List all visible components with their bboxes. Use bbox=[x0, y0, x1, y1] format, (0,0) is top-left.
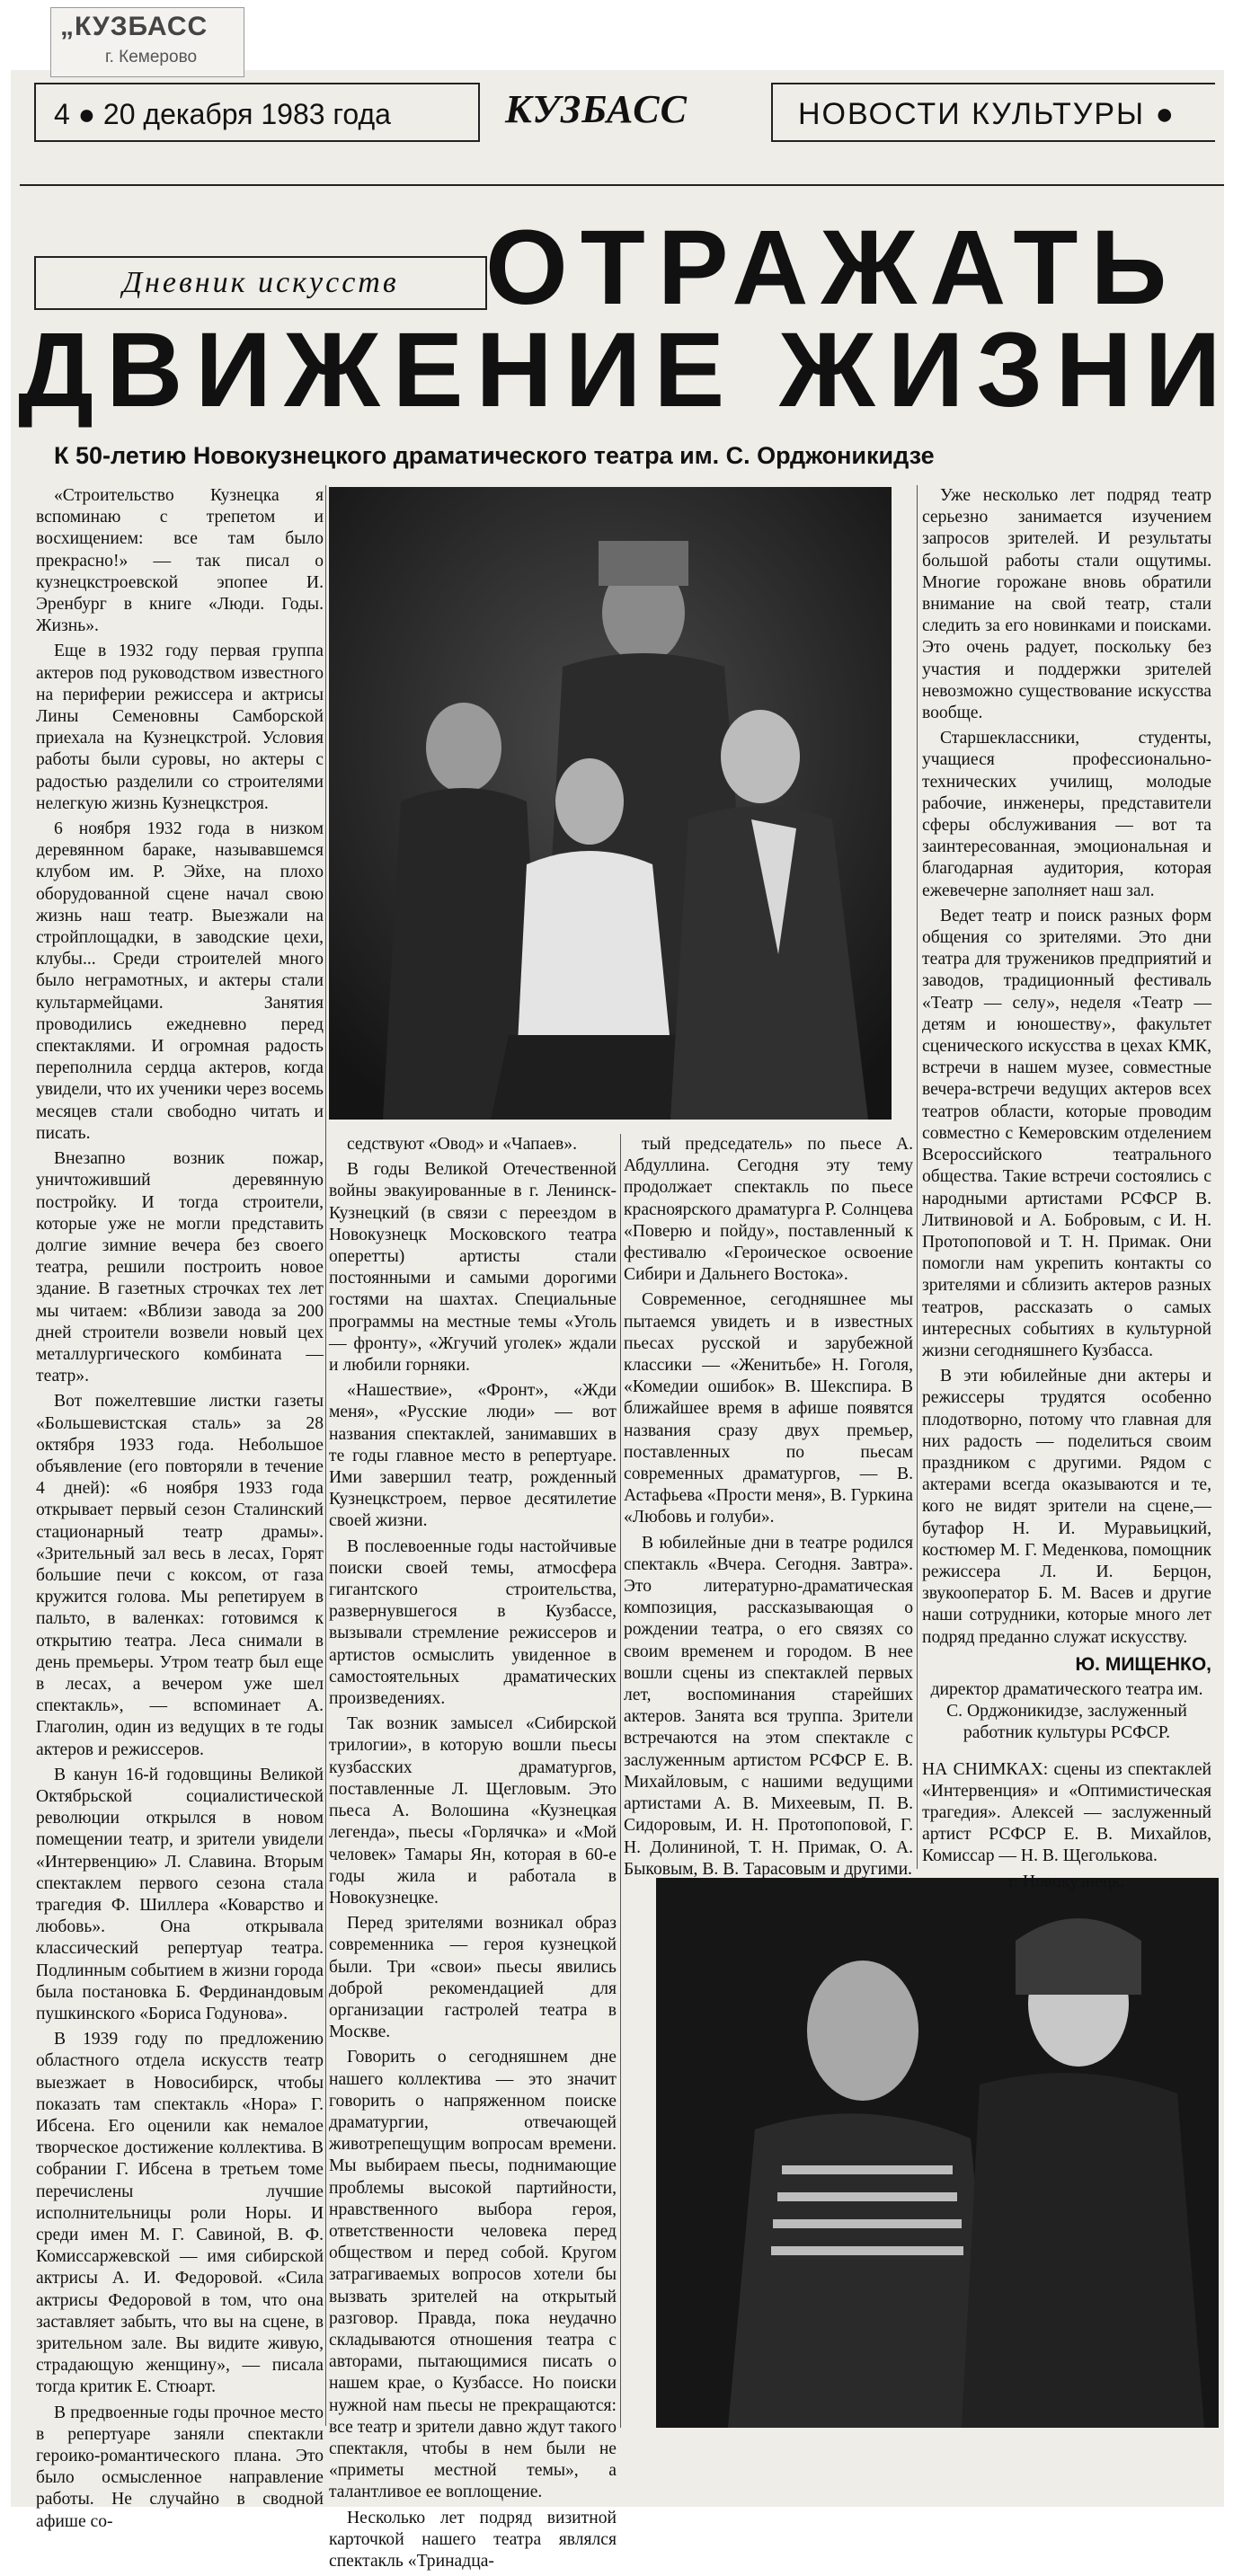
stage-photo-1-image bbox=[329, 487, 892, 1120]
paragraph: Старшеклассники, студенты, учащиеся профессионально-технических училищ, молодые рабочие, инженеры, представители сферы обслуживания — вот та заинтересованная, эмоциональная и благодарная аудитория, которая ежевечерне заполняет наш зал. bbox=[922, 729, 1211, 900]
paragraph: Перед зрителями возникал образ современника — героя кузнецкой были. Три «свои» пьесы явились доброй рекомендацией для организации гастролей театра в Москве. bbox=[329, 1914, 617, 2042]
stamp-title: „КУЗБАСС bbox=[60, 12, 209, 41]
paragraph: седствуют «Овод» и «Чапаев». bbox=[347, 1135, 577, 1154]
paragraph: Вот пожелтевшие листки газеты «Большевистская сталь» за 28 октября 1933 года. Небольшое объявление (его повторяли в течение 4 дней): «6 ноября 1933 года открывает первый сезон Сталинский стационарный театр драмы». «Зрительный зал весь в лесах, Горят большие печи с коксом, от газа кружится голова. Мы репетируем в пальто, в валенках: готовимся к открытию театра. Леса снимали в день премьеры. Утром театр был еще в лесах, а вечером уже шел спектакль», — вспоминает А. Глаголин, один из ведущих в те годы актеров и режиссеров. bbox=[36, 1392, 324, 1759]
paragraph: В юбилейные дни в театре родился спектакль «Вчера. Сегодня. Завтра». Это литературно-драматическая композиция, рассказывающая о рождении театра, о его связях со своим временем и городом. В нее вошли сцены из спектаклей первых лет, воспоминания старейших актеров. Занята вся труппа. Зрители встречаются на этом спектакле с заслуженным артистом РСФСР Е. В. Михайловым, с нашими ведущими артистами А. В. Михеевым, П. В. Сидоровым, И. Н. Протопоповой, Г. Н. Долининой, Т. Н. Примак, О. А. Быковым, В. В. Тарасовым и другими. bbox=[624, 1533, 913, 1879]
headline-line-2: ДВИЖЕНИЕ ЖИЗНИ bbox=[18, 311, 1234, 429]
paragraph: В 1939 году по предложению областного отдела искусств театр выезжает в Новосибирск, чтобы показать там спектакль «Нора» Г. Ибсена. Его оценили как немалое творческое достижение коллектива. В собрании Г. Ибсена в третьем томе перечислены лучшие исполнительницы роли Норы. И среди имен М. Г. Савиной, В. Ф. Комиссаржевской — имя сибирской актрисы А. И. Федоровой. «Сила актрисы Федоровой в том, что она заставляет забыть, что вы на сцене, в зрительном зале. Вы видите живую, страдающую женщину», — писала тогда критик Е. Стюарт. bbox=[36, 2030, 324, 2397]
newspaper-logo: КУЗБАСС bbox=[505, 87, 688, 131]
article-column-1 bbox=[36, 485, 324, 2536]
masthead-rule bbox=[20, 184, 1224, 186]
paragraph: Внезапно возник пожар, уничтоживший деревянную постройку. И тогда строители, которые уже не могли представить долгие зимние вечера без своего театра, решили построить новое здание. В газетных строчках тех лет мы читаем: «Вблизи завода за 200 дней строители возвели новый цех металлургического комбината — театр». bbox=[36, 1149, 324, 1386]
column-divider bbox=[917, 485, 918, 1869]
masthead bbox=[20, 83, 1215, 146]
headline-line-1: ОТРАЖАТЬ bbox=[485, 208, 1180, 327]
paragraph: Еще в 1932 году первая группа актеров под руководством известного на периферии режиссера и актрисы Лины Семеновны Самборской приехала на Кузнецкстрой. Условия работы были суровы, но актеры с радостью разделили со строителями нелегкую жизнь Кузнецкстроя. bbox=[36, 642, 324, 813]
paragraph: 6 ноября 1932 года в низком деревянном бараке, называвшемся клубом им. Р. Эйхе, на плохо оборудованной сцене начал свою жизнь наш театр. Выезжали на стройплощадки, в заводские цехи, клубы... Среди строителей много было неграмотных, и актеры стали культармейцами. Занятия проводились ежедневно перед спектаклями. И огромная радость переполнила сердца актеров, когда увидели, что их ученики через восемь месяцев стали свободно читать и писать. bbox=[36, 819, 324, 1143]
clipping-stamp bbox=[50, 7, 244, 77]
rubric: Дневник искусств bbox=[34, 256, 487, 310]
paragraph: тый председатель» по пьесе А. Абдуллина. Сегодня эту тему продолжает спектакль по пьесе красноярского драматурга Р. Солнцева «Поверю и пойду», поставленный к фестивалю «Героическое освоение Сибири и Дальнего Востока». bbox=[624, 1135, 913, 1285]
subheadline: К 50-летию Новокузнецкого драматического театра им. С. Орджоникидзе bbox=[54, 442, 935, 469]
paragraph: Уже несколько лет подряд театр серьезно занимается изучением запросов зрителей. И результаты большой работы стали ощутимы. Многие горожане вновь обратили внимание на свой театр, стали следить за его новинками и поисками. Это очень радует, поскольку без участия и поддержки зрителей невозможно существование искусства вообще. bbox=[922, 486, 1211, 723]
paragraph: Современное, сегодняшнее мы пытаемся увидеть и в известных пьесах русской и зарубежной классики — «Женитьбе» Н. Гоголя, «Комедии ошибок» В. Шекспира. В ближайшее время в афише появятся названия сразу двух премьер, поставленных по пьесам современных драматургов, — В. Астафьева «Прости меня», В. Гуркина «Любовь и голуби». bbox=[624, 1290, 913, 1527]
stage-photo-2-image bbox=[656, 1878, 1219, 2428]
author-name: Ю. МИЩЕНКО, bbox=[1075, 1653, 1211, 1675]
paragraph: В послевоенные годы настойчивые поиски своей темы, атмосфера гигантского строительства, развернувшегося в Кузбассе, вызывали стремление режиссеров и артистов осмыслить увиденное в самостоятельных драматических произведениях. bbox=[329, 1536, 617, 1709]
paragraph: Так возник замысел «Сибирской трилогии», в которую вошли пьесы кузбасских драматургов, поставленные Л. Щегловым. Это пьеса А. Волошина «Кузнецкая легенда», пьесы «Горлячка» и «Мой человек» Тамары Ян, которая в 60-е годы жила и работала в Новокузнецке. bbox=[329, 1714, 617, 1908]
paragraph: Говорить о сегодняшнем дне нашего коллектива — это значит говорить о напряженном поиске драматургии, отвечающей животрепещущим вопросам времени. Мы выбираем пьесы, поднимающие проблемы высокой партийности, нравственного выбора героя, ответственности человека перед обществом и перед собой. Кругом затрагиваемых вопросов хотели бы вызвать зрителей на открытый разговор. Правда, пока неудачно складываются отношения театра с авторами, пытающимися писать о нашем крае, о Кузбассе. Но поиски нужной нам пьесы не прекращаются: все театр и зрители давно ждут такого спектакля, чтобы в нем были не «приметы местной темы», а талантливое ее воплощение. bbox=[329, 2048, 617, 2502]
paragraph: Ведет театр и поиск разных форм общения со зрителями. Это дни театра для тружеников предприятий и заводов, традиционный фестиваль «Театр — селу», неделя «Театр — детям и юношеству», факультет сценического искусства в цехах КМК, встречи в нашем музее, совместные вечера-встречи ведущих актеров всех театров области, которые проводим совместно с Кемеровским отделением Всероссийского театрального общества. Такие встречи состоялись с народными артистами РСФСР В. Литвиновой и А. Бобровым, с И. Н. Протопоповой и Т. Н. Примак. Они помогли нам укрепить контакты со зрителями и сблизить актеров разных театров, рассказать о самых интересных событиях в культурной жизни сегодняшнего Кузбасса. bbox=[922, 906, 1211, 1360]
paragraph: «Строительство Кузнецка я вспоминаю с трепетом и восхищением: все там было прекрасно!» — так писал о кузнецкстроевской эпопее И. Эренбург в книге «Люди. Годы. Жизнь». bbox=[36, 486, 324, 636]
dateline: г. Новокузнецк. bbox=[1008, 1872, 1125, 1891]
stamp-city: г. Кемерово bbox=[105, 48, 198, 66]
column-divider bbox=[325, 485, 326, 2426]
article-column-3 bbox=[624, 1134, 913, 1884]
article-column-2 bbox=[329, 1134, 617, 2576]
column-divider bbox=[620, 1134, 621, 2428]
paragraph: Несколько лет подряд визитной карточкой нашего театра являлся спектакль «Тринадца- bbox=[329, 2508, 617, 2571]
stage-photo-2 bbox=[656, 1878, 1219, 2428]
paragraph: В годы Великой Отечественной войны эвакуированные в г. Ленинск-Кузнецкий (в связи с переездом в Новокузнецк Московского театра оперетты) артисты стали постоянными и самыми дорогими гостями на шахтах. Специальные программы на местные темы «Уголь — фронту», «Жгучий уголек» ждали и любили горняки. bbox=[329, 1160, 617, 1376]
paragraph: «Нашествие», «Фронт», «Жди меня», «Русские люди» — вот названия спектаклей, занимавших в те годы главное место в репертуаре. Ими завершил театр, рожденный Кузнецкстроем, первое десятилетие своей жизни. bbox=[329, 1381, 617, 1531]
article-column-4 bbox=[922, 485, 1211, 1897]
photo-caption: НА СНИМКАХ: сцены из спектаклей «Интервенция» и «Оптимистическая трагедия». Алексей — заслуженный артист РСФСР Е. В. Михайлов, Комиссар — Н. В. Щеголькова. bbox=[922, 1759, 1211, 1866]
stage-photo-1 bbox=[329, 487, 892, 1120]
paragraph: В канун 16-й годовщины Великой Октябрьской социалистической революции открылся в новом помещении театр, и зрители увидели «Интервенцию» Л. Славина. Вторым спектаклем первого сезона стала трагедия Ф. Шиллера «Коварство и любовь». Она открывала классический репертуар театра. Подлинным событием в жизни города была постановка Б. Фердинандовым пушкинского «Бориса Годунова». bbox=[36, 1765, 324, 2024]
paragraph: В эти юбилейные дни актеры и режиссеры трудятся особенно плодотворно, потому что главная для них радость — поделиться своим праздником с другими. Рядом с актерами всегда оказываются и те, кого не видят зрители на сцене,— бутафор Н. И. Муравьицкий, костюмер М. Г. Меденкова, помощник режиссера Л. И. Берцон, звукооператор Б. М. Васев и другие наши сотрудники, которые много лет подряд преданно служат искусству. bbox=[922, 1367, 1211, 1647]
issue-date: 4 ● 20 декабря 1983 года bbox=[34, 83, 480, 142]
section-title: НОВОСТИ КУЛЬТУРЫ ● bbox=[771, 83, 1215, 142]
author-title: директор драматического театра им. С. Орджоникидзе, заслуженный работник культуры РСФСР. bbox=[930, 1679, 1203, 1743]
paragraph: В предвоенные годы прочное место в репертуаре заняли спектакли героико-романтического плана. Это было осмысленное направление работы. Не случайно в сводной афише со- bbox=[36, 2403, 324, 2531]
